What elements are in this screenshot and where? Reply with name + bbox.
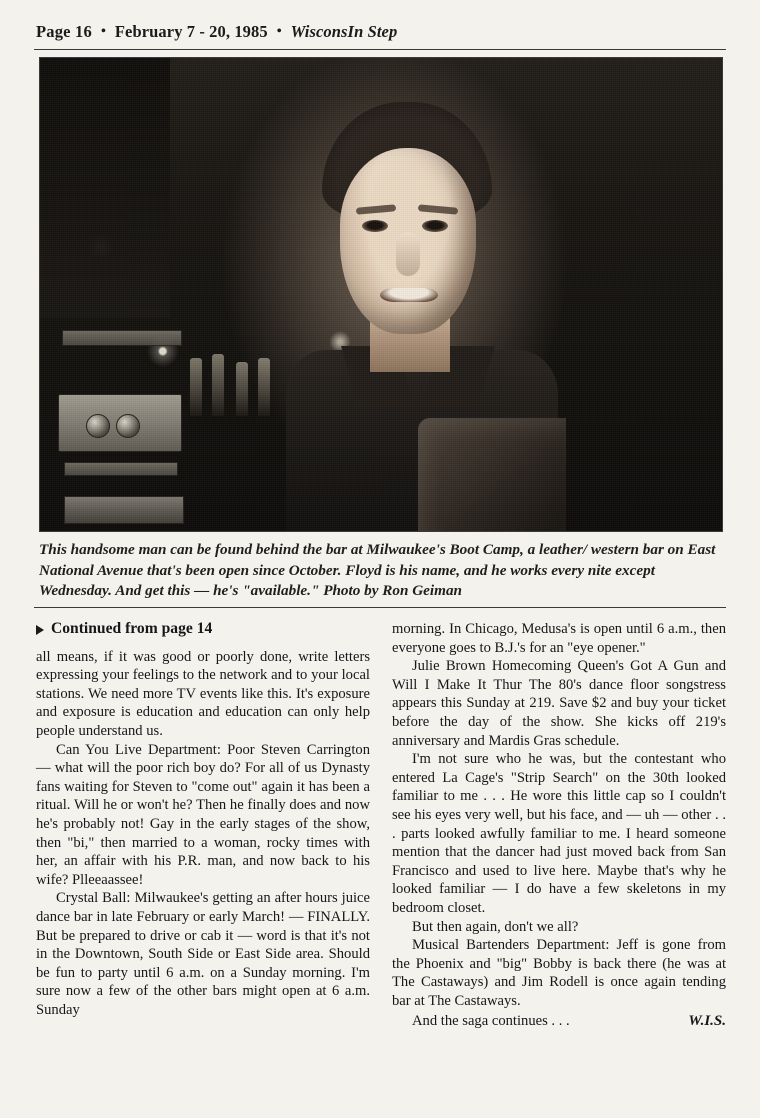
photo-bottle (236, 362, 248, 416)
masthead-divider (34, 49, 726, 50)
paragraph: And the saga continues . . . (412, 1013, 570, 1030)
page-folio: Page 16 (36, 22, 92, 41)
article-body (36, 620, 726, 1100)
paragraph: all means, if it was good or poorly done, write letters expressing your feelings to the network and to your local stations. We need more TV events like this. It's exposure and exposure is education and education can only help people understand us. (36, 648, 370, 739)
column-signature: W.I.S. (688, 1013, 726, 1030)
closing-line (392, 1010, 726, 1031)
photo-bottle (212, 354, 224, 416)
photo-bar-shelf (64, 496, 184, 524)
subject-eye-left (362, 220, 388, 232)
photo-bottle (258, 358, 270, 416)
paragraph: Julie Brown Homecoming Queen's Got A Gun and Will I Make It Thur The 80's dance floor songstress appears this Sunday at 219. Save $2 and buy your ticket before the day of the show. She kicks off 219's anniversary and Mardis Gras schedule. (392, 658, 726, 749)
column-left (36, 620, 370, 1100)
article-photo (39, 57, 723, 532)
paragraph: Musical Bartenders Department: Jeff is gone from the Phoenix and "big" Bobby is back there (he was at The Castaways) and Jim Rodell is once again tending bar at The Castaways. (392, 937, 726, 1009)
masthead (36, 22, 724, 52)
photo-caption (39, 540, 721, 602)
caption-divider (34, 607, 726, 608)
photo-speaker-knob (86, 414, 110, 438)
caption-text: This handsome man can be found behind the bar at Milwaukee's Boot Camp, a leather/ western bar on East National Avenue that's been open since October. Floyd is his name, and he works every nite except Wednesday. And get this — he's "available." (39, 541, 716, 599)
issue-date: February 7 - 20, 1985 (114, 22, 268, 41)
continued-from-heading (36, 620, 370, 639)
masthead-separator-1: • (100, 24, 106, 39)
triangle-bullet-icon (36, 625, 44, 635)
paragraph: I'm not sure who he was, but the contestant who entered La Cage's "Strip Search" on the 30th looked familiar to me . . . He wore this little cap so I couldn't see his eyes very well, but his face, and — uh — other . . . parts looked awfully familiar to me. I heard someone mention that the dancer had just moved back from San Francisco and used to live here. Maybe that's why he looked familiar — I do have a few skeletons in my bedroom closet. (392, 751, 726, 916)
publication-name: WisconsIn Step (290, 22, 398, 41)
photo-image (40, 58, 722, 531)
subject-eye-right (422, 220, 448, 232)
photo-subject (278, 102, 564, 531)
photo-bar-shelf (62, 330, 182, 346)
column-right (392, 620, 726, 1100)
photo-background-panel (40, 58, 170, 318)
masthead-separator-2: • (276, 24, 282, 39)
photo-bar-shelf (64, 462, 178, 476)
paragraph: Crystal Ball: Milwaukee's getting an after hours juice dance bar in late February or early March! — FINALLY. But be prepared to drive or cab it — word is that it's not in the Downtown, South Side or East Side area. Should be fun to party until 6 a.m. on a Sunday morning. I'm sure now a few of the other bars might open at 6 a.m. Sunday (36, 890, 370, 1018)
subject-mouth (380, 288, 438, 302)
photo-credit: Photo by Ron Geiman (323, 582, 462, 599)
photo-bottle (190, 358, 202, 416)
subject-nose (396, 232, 420, 276)
photo-speaker-knob (116, 414, 140, 438)
continued-from-label: Continued from page 14 (51, 620, 213, 637)
paragraph: But then again, don't we all? (412, 918, 579, 935)
paragraph: morning. In Chicago, Medusa's is open until 6 a.m., then everyone goes to B.J.'s for an "eye opener." (392, 621, 726, 656)
subject-leather-jacket (418, 418, 566, 532)
paragraph: Can You Live Department: Poor Steven Carrington — what will the poor rich boy do? For all of us Dynasty fans waiting for Steven to "come out" again it has been a ritual. Will he or won't he? Then he finally does and now he's probably not! Gay in the early stages of the show, then "bi," then married to a woman, rocky times with her, an affair with his P.R. man, and now back to his wife? Plleeaassee! (36, 741, 370, 888)
